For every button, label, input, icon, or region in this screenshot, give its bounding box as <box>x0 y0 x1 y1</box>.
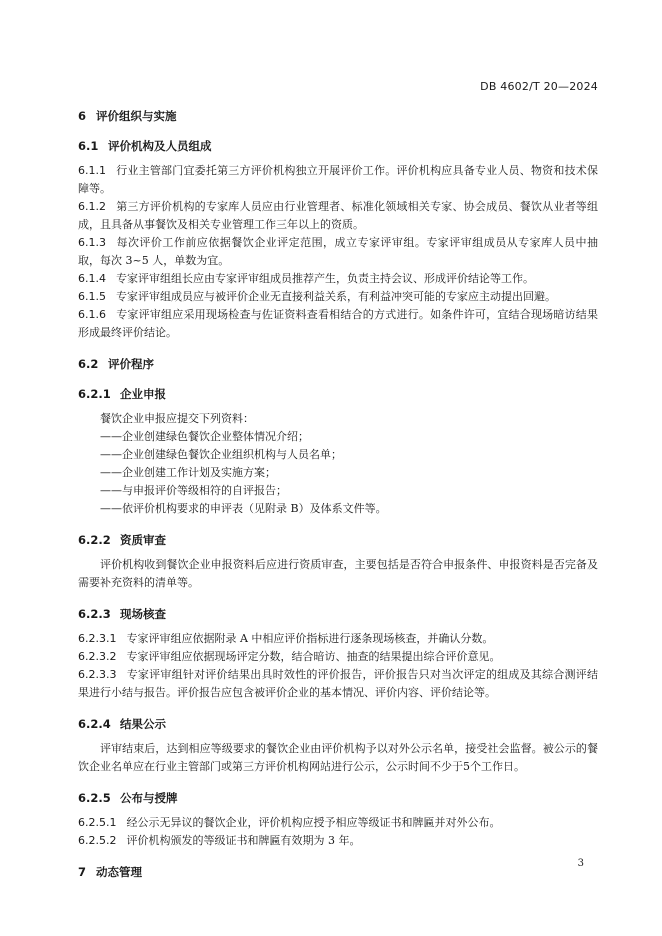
clause-text: 每次评价工作前应依据餐饮企业评定范围，成立专家评审组。专家评审组成员从专家库人员中抽取，每次 3~5 人，单数为宜。 <box>78 236 598 267</box>
clause-number: 6.2.3.3 <box>78 668 117 681</box>
section-6-2-1-heading <box>78 386 598 402</box>
page-content <box>78 108 598 880</box>
section-title: 评价机构及人员组成 <box>108 139 212 153</box>
list-item: ——依评价机构要求的申评表（见附录 B）及体系文件等。 <box>100 502 387 515</box>
section-number: 6.2.3 <box>78 607 111 621</box>
clause-number: 6.1.3 <box>78 236 106 249</box>
list-item: ——企业创建绿色餐饮企业整体情况介绍； <box>100 430 309 443</box>
clause-number: 6.2.3.2 <box>78 650 117 663</box>
paragraph: 评价机构收到餐饮企业申报资料后应进行资质审查，主要包括是否符合申报条件、申报资料是否完备及需要补充资料的清单等。 <box>78 558 598 589</box>
section-number: 6.2.2 <box>78 533 111 547</box>
clause-text: 专家评审组成员应与被评价企业无直接利益关系，有利益冲突可能的专家应主动提出回避。 <box>116 290 556 303</box>
clause-6-1-1 <box>78 162 598 198</box>
section-6-2-2-heading <box>78 532 598 548</box>
section-title: 评价程序 <box>108 357 154 371</box>
clause-text: 专家评审组应依据现场评定分数，结合暗访、抽查的结果提出综合评价意见。 <box>126 650 501 663</box>
section-title: 结果公示 <box>120 717 166 731</box>
clause-text: 专家评审组应依据附录 A 中相应评价指标进行逐条现场核查，并确认分数。 <box>126 632 494 645</box>
document-id: DB 4602/T 20—2024 <box>480 80 598 93</box>
paragraph-intro: 餐饮企业申报应提交下列资料： <box>100 412 254 425</box>
clause-6-2-5-2 <box>78 832 598 850</box>
clause-number: 6.2.3.1 <box>78 632 117 645</box>
clause-6-1-2 <box>78 198 598 234</box>
list-item: ——与申报评价等级相符的自评报告； <box>100 484 287 497</box>
section-number: 6.2.4 <box>78 717 111 731</box>
page-number: 3 <box>577 858 584 869</box>
clause-text: 专家评审组应采用现场检查与佐证资料查看相结合的方式进行。如条件许可，宜结合现场暗访结果形成最终评价结论。 <box>78 308 598 339</box>
clause-number: 6.1.4 <box>78 272 106 285</box>
list-item: ——企业创建工作计划及实施方案； <box>100 466 276 479</box>
clause-6-2-3-1 <box>78 630 598 648</box>
clause-6-2-3-2 <box>78 648 598 666</box>
section-number: 6.2 <box>78 357 99 371</box>
section-6-2-4-heading <box>78 716 598 732</box>
clause-6-2-5-1 <box>78 814 598 832</box>
clause-6-1-6 <box>78 306 598 342</box>
section-title: 评价组织与实施 <box>96 109 177 123</box>
clause-number: 6.2.5.2 <box>78 834 117 847</box>
section-number: 7 <box>78 865 87 879</box>
clause-number: 6.2.5.1 <box>78 816 117 829</box>
clause-number: 6.1.5 <box>78 290 106 303</box>
clause-6-1-5 <box>78 288 598 306</box>
clause-6-1-3 <box>78 234 598 270</box>
section-number: 6 <box>78 109 87 123</box>
clause-text: 专家评审组针对评价结果出具时效性的评价报告，评价报告只对当次评定的组成及其综合测评结果进行小结与报告。评价报告应包含被评价企业的基本情况、评价内容、评价结论等。 <box>78 668 598 699</box>
section-number: 6.2.1 <box>78 387 111 401</box>
section-6-2-heading <box>78 356 598 372</box>
section-title: 企业申报 <box>120 387 166 401</box>
clause-6-1-4 <box>78 270 598 288</box>
section-number: 6.1 <box>78 139 99 153</box>
section-6-heading <box>78 108 598 124</box>
list-item: ——企业创建绿色餐饮企业组织机构与人员名单； <box>100 448 342 461</box>
clause-text: 经公示无异议的餐饮企业，评价机构应授予相应等级证书和牌匾并对外公布。 <box>126 816 501 829</box>
section-6-1-heading <box>78 138 598 154</box>
section-6-2-3-heading <box>78 606 598 622</box>
clause-text: 第三方评价机构的专家库人员应由行业管理者、标准化领域相关专家、协会成员、餐饮从业者等组成，且具备从事餐饮及相关专业管理工作三年以上的资质。 <box>78 200 598 231</box>
section-6-2-5-heading <box>78 790 598 806</box>
clause-text: 评价机构颁发的等级证书和牌匾有效期为 3 年。 <box>126 834 361 847</box>
clause-number: 6.1.6 <box>78 308 106 321</box>
section-7-heading <box>78 864 598 880</box>
section-title: 公布与授牌 <box>120 791 178 805</box>
paragraph: 评审结束后，达到相应等级要求的餐饮企业由评价机构予以对外公示名单，接受社会监督。被公示的餐饮企业名单应在行业主管部门或第三方评价机构网站进行公示，公示时间不少于5个工作日。 <box>78 742 598 773</box>
clause-6-2-3-3 <box>78 666 598 702</box>
section-title: 现场核查 <box>120 607 166 621</box>
clause-number: 6.1.2 <box>78 200 106 213</box>
clause-text: 专家评审组组长应由专家评审组成员推荐产生，负责主持会议、形成评价结论等工作。 <box>116 272 534 285</box>
section-title: 资质审查 <box>120 533 166 547</box>
section-number: 6.2.5 <box>78 791 111 805</box>
clause-text: 行业主管部门宜委托第三方评价机构独立开展评价工作。评价机构应具备专业人员、物资和技术保障等。 <box>78 164 598 195</box>
section-title: 动态管理 <box>96 865 142 879</box>
clause-number: 6.1.1 <box>78 164 106 177</box>
